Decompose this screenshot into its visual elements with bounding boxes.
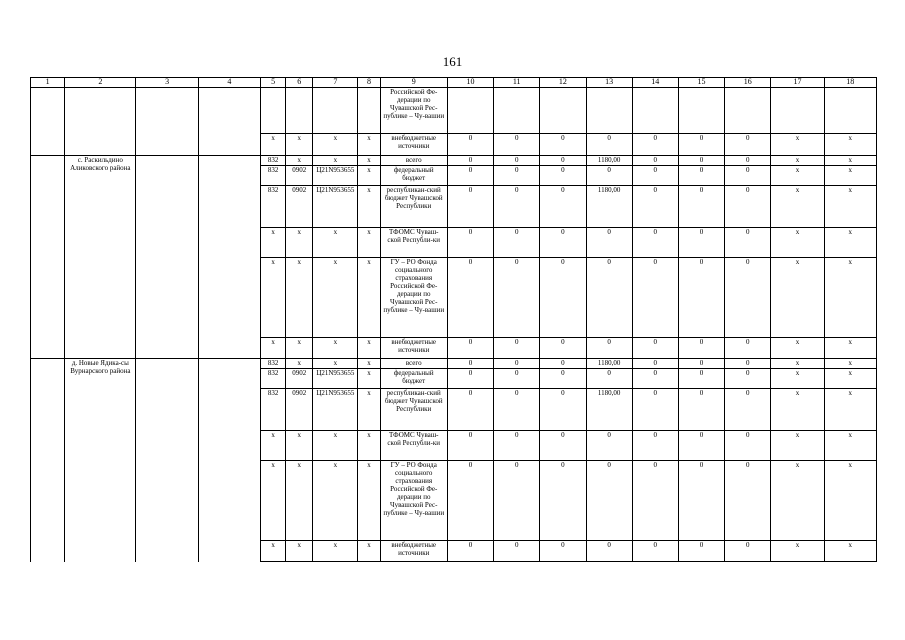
cell-c6 (286, 88, 313, 134)
value-cell: 0 (540, 461, 586, 541)
value-cell: 0 (447, 359, 493, 369)
cell-c7: x (313, 338, 358, 359)
cell-c6: x (286, 258, 313, 338)
value-cell: x (771, 461, 824, 541)
cell-c8: x (358, 338, 380, 359)
value-cell: 0 (725, 338, 771, 359)
cell-c5 (261, 88, 286, 134)
value-cell: 0 (725, 156, 771, 166)
value-cell: 0 (494, 389, 540, 431)
value-cell: 0 (494, 359, 540, 369)
column-header: 15 (678, 78, 724, 88)
value-cell: 0 (447, 541, 493, 562)
cell-c6: 0902 (286, 166, 313, 186)
value-cell: 0 (447, 369, 493, 389)
funding-source: внебюджетные источники (380, 541, 447, 562)
budget-table (30, 77, 877, 562)
value-cell: 0 (494, 461, 540, 541)
value-cell: x (824, 389, 876, 431)
value-cell: x (824, 431, 876, 461)
value-cell (725, 88, 771, 134)
column-header: 6 (286, 78, 313, 88)
value-cell: 0 (447, 166, 493, 186)
cell-c5: 832 (261, 166, 286, 186)
value-cell: 0 (632, 389, 678, 431)
page-number: 161 (442, 54, 463, 69)
cell-c6: 0902 (286, 369, 313, 389)
column-header: 10 (447, 78, 493, 88)
table-body (31, 88, 877, 562)
value-cell: x (824, 541, 876, 562)
funding-source: ГУ – РО Фонда социального страхования Российской Фе-дерации по Чувашской Рес-публике – Чу-вашии (380, 461, 447, 541)
cell-c7: x (313, 134, 358, 156)
value-cell: 0 (447, 258, 493, 338)
cell-c7: x (313, 228, 358, 258)
value-cell: 0 (447, 431, 493, 461)
value-cell (771, 88, 824, 134)
value-cell: 0 (540, 359, 586, 369)
value-cell: 0 (632, 369, 678, 389)
place-name (65, 88, 136, 156)
value-cell: 0 (540, 338, 586, 359)
cell-c8: x (358, 431, 380, 461)
value-cell: 0 (678, 134, 724, 156)
value-cell (586, 88, 632, 134)
value-cell: 0 (678, 431, 724, 461)
value-cell: 0 (632, 156, 678, 166)
value-cell: 0 (540, 258, 586, 338)
cell-c8 (358, 88, 380, 134)
value-cell: x (771, 228, 824, 258)
value-cell: 0 (447, 156, 493, 166)
cell-c8: x (358, 541, 380, 562)
value-cell: 0 (494, 431, 540, 461)
value-cell: 1180,00 (586, 156, 632, 166)
value-cell (540, 88, 586, 134)
value-cell: 0 (540, 369, 586, 389)
value-cell: 0 (494, 258, 540, 338)
table-row (31, 359, 877, 369)
cell-col3 (136, 156, 198, 359)
column-header: 9 (380, 78, 447, 88)
value-cell: 0 (586, 541, 632, 562)
value-cell: 0 (447, 228, 493, 258)
value-cell: 1180,00 (586, 359, 632, 369)
value-cell: 0 (678, 338, 724, 359)
value-cell: x (771, 369, 824, 389)
value-cell: 0 (540, 134, 586, 156)
value-cell: 0 (678, 389, 724, 431)
value-cell: 0 (586, 461, 632, 541)
funding-source: ТФОМС Чуваш-ской Республи-ки (380, 431, 447, 461)
cell-c5: 832 (261, 186, 286, 228)
cell-c7: x (313, 258, 358, 338)
column-header: 3 (136, 78, 198, 88)
cell-c7: x (313, 461, 358, 541)
value-cell: 0 (540, 166, 586, 186)
cell-c7: Ц21N953655 (313, 389, 358, 431)
value-cell: 0 (540, 431, 586, 461)
cell-c7: Ц21N953655 (313, 369, 358, 389)
value-cell: x (771, 359, 824, 369)
place-name: с. Раскильдино Аликовского района (65, 156, 136, 359)
cell-c5: x (261, 228, 286, 258)
cell-c7: x (313, 156, 358, 166)
cell-c7: Ц21N953655 (313, 186, 358, 228)
column-header: 18 (824, 78, 876, 88)
cell-c5: x (261, 134, 286, 156)
cell-c8: x (358, 156, 380, 166)
cell-c7 (313, 88, 358, 134)
value-cell: 0 (632, 134, 678, 156)
column-header: 12 (540, 78, 586, 88)
funding-source: ГУ – РО Фонда социального страхования Российской Фе-дерации по Чувашской Рес-публике – Чу-вашии (380, 258, 447, 338)
column-header: 11 (494, 78, 540, 88)
cell-c6: x (286, 359, 313, 369)
column-header: 8 (358, 78, 380, 88)
value-cell: 0 (632, 258, 678, 338)
column-header: 7 (313, 78, 358, 88)
funding-source: внебюджетные источники (380, 134, 447, 156)
value-cell: 0 (447, 134, 493, 156)
cell-c6: 0902 (286, 186, 313, 228)
cell-c6: x (286, 431, 313, 461)
value-cell: 0 (632, 166, 678, 186)
funding-source: ТФОМС Чуваш-ской Республи-ки (380, 228, 447, 258)
cell-c7: x (313, 359, 358, 369)
cell-c6: 0902 (286, 389, 313, 431)
cell-c5: x (261, 541, 286, 562)
value-cell: 0 (494, 166, 540, 186)
value-cell: 0 (678, 186, 724, 228)
value-cell: 0 (725, 359, 771, 369)
cell-c7: x (313, 541, 358, 562)
cell-col3 (136, 359, 198, 562)
value-cell: 1180,00 (586, 186, 632, 228)
cell-c8: x (358, 389, 380, 431)
value-cell: 0 (678, 369, 724, 389)
value-cell: 0 (678, 258, 724, 338)
cell-c5: 832 (261, 156, 286, 166)
cell-c5: x (261, 258, 286, 338)
cell-c8: x (358, 359, 380, 369)
table-row (31, 156, 877, 166)
value-cell: 0 (725, 541, 771, 562)
cell-col1 (31, 156, 65, 359)
column-header: 2 (65, 78, 136, 88)
cell-c8: x (358, 258, 380, 338)
value-cell: x (824, 166, 876, 186)
value-cell (824, 88, 876, 134)
value-cell: 0 (678, 156, 724, 166)
value-cell: 0 (632, 338, 678, 359)
value-cell: 0 (586, 134, 632, 156)
funding-source: республикан-ский бюджет Чувашской Республики (380, 389, 447, 431)
value-cell: x (771, 186, 824, 228)
column-header: 14 (632, 78, 678, 88)
cell-col1 (31, 88, 65, 156)
value-cell: 0 (586, 166, 632, 186)
value-cell: 1180,00 (586, 389, 632, 431)
cell-col4 (198, 88, 260, 156)
place-name: д. Новые Ядика-сы Вурнарского района (65, 359, 136, 562)
value-cell: 0 (725, 461, 771, 541)
value-cell: 0 (494, 541, 540, 562)
value-cell: 0 (678, 228, 724, 258)
value-cell: 0 (586, 338, 632, 359)
value-cell: 0 (678, 461, 724, 541)
cell-c5: 832 (261, 389, 286, 431)
cell-c8: x (358, 461, 380, 541)
column-header: 13 (586, 78, 632, 88)
value-cell: 0 (725, 228, 771, 258)
value-cell: 0 (447, 186, 493, 228)
funding-source: республикан-ский бюджет Чувашской Республики (380, 186, 447, 228)
value-cell: 0 (447, 338, 493, 359)
value-cell: 0 (586, 258, 632, 338)
value-cell: 0 (725, 258, 771, 338)
value-cell: x (824, 359, 876, 369)
value-cell: 0 (678, 541, 724, 562)
funding-source: федеральный бюджет (380, 166, 447, 186)
value-cell: 0 (632, 186, 678, 228)
column-header: 1 (31, 78, 65, 88)
cell-c6: x (286, 228, 313, 258)
header-row (31, 78, 877, 88)
value-cell: 0 (494, 369, 540, 389)
value-cell: x (771, 431, 824, 461)
value-cell (632, 88, 678, 134)
value-cell: 0 (725, 369, 771, 389)
funding-source: внебюджетные источники (380, 338, 447, 359)
value-cell: 0 (725, 186, 771, 228)
cell-col3 (136, 88, 198, 156)
value-cell: x (771, 541, 824, 562)
value-cell: 0 (725, 431, 771, 461)
value-cell: 0 (494, 156, 540, 166)
value-cell: 0 (632, 228, 678, 258)
value-cell: 0 (494, 228, 540, 258)
cell-c7: x (313, 431, 358, 461)
value-cell: 0 (447, 461, 493, 541)
funding-source: всего (380, 156, 447, 166)
value-cell: 0 (540, 156, 586, 166)
value-cell: 0 (678, 359, 724, 369)
value-cell: x (824, 338, 876, 359)
value-cell: 0 (540, 541, 586, 562)
value-cell: 0 (632, 359, 678, 369)
value-cell: x (824, 134, 876, 156)
cell-c6: x (286, 541, 313, 562)
cell-c6: x (286, 338, 313, 359)
cell-c6: x (286, 461, 313, 541)
value-cell: x (771, 166, 824, 186)
value-cell: x (824, 228, 876, 258)
value-cell: x (771, 156, 824, 166)
value-cell: 0 (632, 431, 678, 461)
value-cell: 0 (678, 166, 724, 186)
value-cell: x (824, 461, 876, 541)
cell-c6: x (286, 156, 313, 166)
value-cell: 0 (540, 228, 586, 258)
value-cell: 0 (447, 389, 493, 431)
value-cell: 0 (494, 186, 540, 228)
cell-col4 (198, 359, 260, 562)
funding-source: федеральный бюджет (380, 369, 447, 389)
funding-source: Российской Фе-дерации по Чувашской Рес-публике – Чу-вашии (380, 88, 447, 134)
value-cell: 0 (632, 461, 678, 541)
cell-c5: x (261, 461, 286, 541)
cell-c5: 832 (261, 359, 286, 369)
value-cell: 0 (632, 541, 678, 562)
value-cell: x (824, 156, 876, 166)
column-header: 4 (198, 78, 260, 88)
value-cell: 0 (540, 186, 586, 228)
cell-c5: 832 (261, 369, 286, 389)
cell-c5: x (261, 338, 286, 359)
value-cell: 0 (494, 134, 540, 156)
value-cell: x (771, 134, 824, 156)
value-cell: 0 (540, 389, 586, 431)
table-row (31, 88, 877, 134)
cell-c6: x (286, 134, 313, 156)
cell-col4 (198, 156, 260, 359)
cell-c8: x (358, 186, 380, 228)
value-cell: 0 (725, 389, 771, 431)
column-header: 16 (725, 78, 771, 88)
value-cell: 0 (494, 338, 540, 359)
column-header: 5 (261, 78, 286, 88)
funding-source: всего (380, 359, 447, 369)
value-cell: 0 (586, 431, 632, 461)
cell-c8: x (358, 228, 380, 258)
cell-col1 (31, 359, 65, 562)
value-cell: 0 (586, 228, 632, 258)
cell-c8: x (358, 369, 380, 389)
value-cell: x (771, 389, 824, 431)
value-cell: x (824, 369, 876, 389)
value-cell: x (771, 338, 824, 359)
value-cell: 0 (586, 369, 632, 389)
cell-c8: x (358, 166, 380, 186)
cell-c5: x (261, 431, 286, 461)
cell-c7: Ц21N953655 (313, 166, 358, 186)
value-cell: x (824, 258, 876, 338)
value-cell: 0 (725, 134, 771, 156)
cell-c8: x (358, 134, 380, 156)
column-header: 17 (771, 78, 824, 88)
value-cell: x (771, 258, 824, 338)
value-cell (678, 88, 724, 134)
value-cell: 0 (725, 166, 771, 186)
value-cell: x (824, 186, 876, 228)
value-cell (494, 88, 540, 134)
value-cell (447, 88, 493, 134)
